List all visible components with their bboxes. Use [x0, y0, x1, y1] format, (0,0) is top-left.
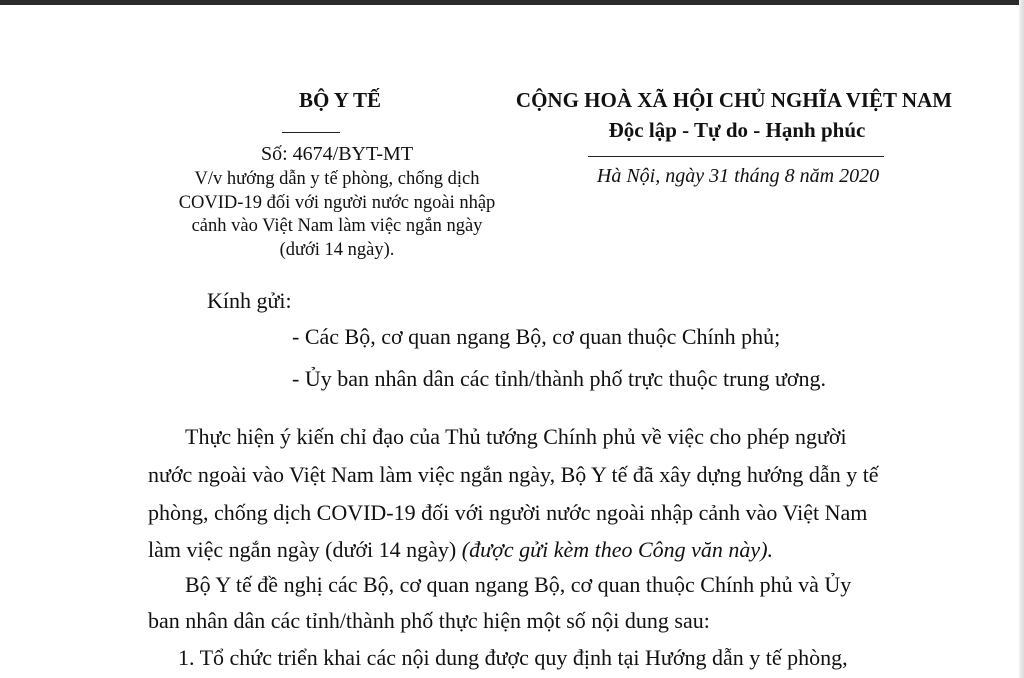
greeting: Kính gửi: [207, 288, 292, 313]
scroll-edge [1019, 0, 1024, 678]
recipient-item: - Ủy ban nhân dân các tỉnh/thành phố trực thuộc trung ương. [292, 366, 827, 391]
subject-line: cảnh vào Việt Nam làm việc ngắn ngày [191, 216, 483, 236]
window-top-bar [0, 0, 1024, 5]
body-line: phòng, chống dịch COVID-19 đối với người nước ngoài nhập cảnh vào Việt Nam [148, 500, 868, 525]
ministry-underline [282, 132, 340, 133]
motto-underline [588, 156, 884, 157]
body-line: 1. Tổ chức triển khai các nội dung được quy định tại Hướng dẫn y tế phòng, [178, 645, 848, 670]
body-line: Thực hiện ý kiến chỉ đạo của Thủ tướng Chính phủ về việc cho phép người [185, 424, 847, 449]
national-title: CỘNG HOÀ XÃ HỘI CHỦ NGHĨA VIỆT NAM [515, 88, 953, 112]
document-number: Số: 4674/BYT-MT [260, 143, 414, 165]
body-text-italic: (được gửi kèm theo Công văn này). [461, 537, 774, 562]
national-motto: Độc lập - Tự do - Hạnh phúc [608, 118, 866, 142]
body-text-normal: làm việc ngắn ngày (dưới 14 ngày) [148, 537, 462, 562]
body-line: nước ngoài vào Việt Nam làm việc ngắn ngày, Bộ Y tế đã xây dựng hướng dẫn y tế [148, 462, 879, 487]
body-line: Bộ Y tế đề nghị các Bộ, cơ quan ngang Bộ, cơ quan thuộc Chính phủ và Ủy [185, 572, 852, 597]
body-line [148, 537, 773, 563]
body-line: ban nhân dân các tỉnh/thành phố thực hiện một số nội dung sau: [148, 608, 710, 633]
subject-line: (dưới 14 ngày). [279, 239, 395, 260]
document-subject [178, 168, 496, 262]
subject-line: COVID-19 đối với người nước ngoài nhập [178, 192, 496, 213]
ministry-name: BỘ Y TẾ [298, 88, 382, 112]
date-location: Hà Nội, ngày 31 tháng 8 năm 2020 [596, 165, 880, 187]
recipient-item: - Các Bộ, cơ quan ngang Bộ, cơ quan thuộc Chính phủ; [292, 324, 781, 349]
subject-line: V/v hướng dẫn y tế phòng, chống dịch [194, 169, 480, 189]
